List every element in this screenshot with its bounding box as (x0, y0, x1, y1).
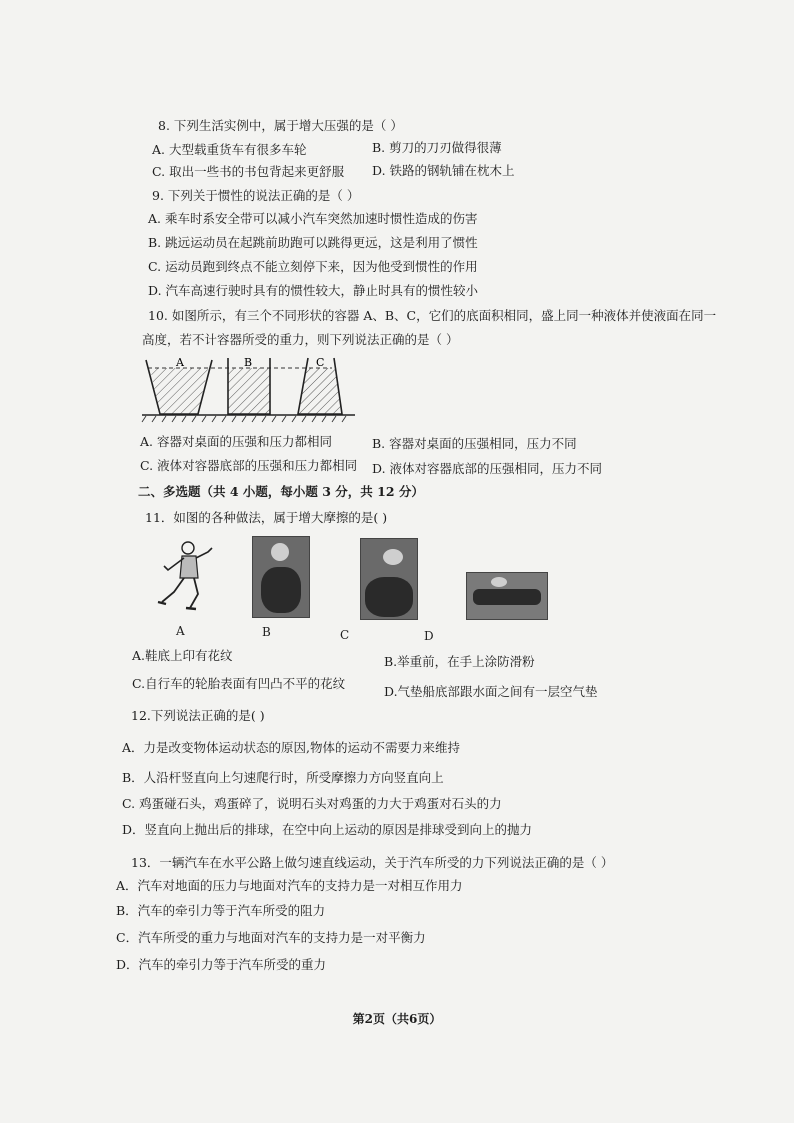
q12-option-a: A．力是改变物体运动状态的原因,物体的运动不需要力来维持 (122, 740, 461, 755)
q11-figure-b-photo (252, 536, 310, 618)
q8-stem: 8. 下列生活实例中，属于增大压强的是（ ） (158, 118, 403, 133)
q8-option-a: A. 大型载重货车有很多车轮 (152, 142, 307, 157)
q9-stem: 9. 下列关于惯性的说法正确的是（ ） (152, 188, 360, 203)
q8-option-b: B. 剪刀的刀刃做得很薄 (372, 140, 502, 155)
q12-stem: 12.下列说法正确的是( ) (131, 708, 265, 723)
q11-figure-c-photo (360, 538, 418, 620)
q8-option-d: D. 铁路的钢轨铺在枕木上 (372, 163, 515, 178)
q9-option-b: B. 跳远运动员在起跳前助跑可以跳得更远，这是利用了惯性 (148, 235, 478, 250)
q11-fig-label-b: B (262, 625, 271, 639)
q11-option-c: C.自行车的轮胎表面有凹凸不平的花纹 (132, 676, 346, 691)
q9-option-a: A. 乘车时系安全带可以减小汽车突然加速时惯性造成的伤害 (148, 211, 478, 226)
q10-option-a: A. 容器对桌面的压强和压力都相同 (140, 434, 332, 449)
q11-stem: 11．如图的各种做法，属于增大摩擦的是( ) (145, 510, 388, 525)
q12-option-b: B．人沿杆竖直向上匀速爬行时，所受摩擦力方向竖直向上 (122, 770, 444, 785)
q11-figure-a-runner (156, 540, 216, 612)
q13-option-b: B．汽车的牵引力等于汽车所受的阻力 (116, 903, 326, 918)
q11-option-a: A.鞋底上印有花纹 (132, 648, 233, 663)
section-2-heading: 二、多选题（共 4 小题，每小题 3 分，共 12 分） (138, 484, 424, 499)
q11-fig-label-d: D (424, 629, 434, 643)
q10-stem-line2: 高度，若不计容器所受的重力，则下列说法正确的是（ ） (142, 332, 459, 347)
q10-option-d: D. 液体对容器底部的压强相同，压力不同 (372, 461, 603, 476)
q13-stem: 13．一辆汽车在水平公路上做匀速直线运动，关于汽车所受的力下列说法正确的是（ ） (131, 855, 614, 870)
q10-fig-label-a: A (176, 356, 184, 369)
q12-option-d: D．竖直向上抛出后的排球，在空中向上运动的原因是排球受到向上的抛力 (122, 822, 533, 837)
q9-option-c: C. 运动员跑到终点不能立刻停下来，因为他受到惯性的作用 (148, 259, 478, 274)
q10-option-c: C. 液体对容器底部的压强和压力都相同 (140, 458, 358, 473)
q11-option-b: B.举重前，在手上涂防滑粉 (384, 654, 535, 669)
q10-option-b: B. 容器对桌面的压强相同，压力不同 (372, 436, 577, 451)
q13-option-c: C．汽车所受的重力与地面对汽车的支持力是一对平衡力 (116, 930, 426, 945)
page-footer: 第2页（共6页） (352, 1012, 442, 1026)
q11-fig-label-c: C (340, 628, 350, 642)
q8-option-c: C. 取出一些书的书包背起来更舒服 (152, 164, 345, 179)
q12-option-c: C. 鸡蛋碰石头，鸡蛋碎了，说明石头对鸡蛋的力大于鸡蛋对石头的力 (122, 796, 502, 811)
q13-option-a: A．汽车对地面的压力与地面对汽车的支持力是一对相互作用力 (116, 878, 463, 893)
q9-option-d: D. 汽车高速行驶时具有的惯性较大，静止时具有的惯性较小 (148, 283, 479, 298)
q11-figure-d-photo (466, 572, 548, 620)
q11-fig-label-a: A (176, 624, 185, 638)
q10-stem-line1: 10. 如图所示，有三个不同形状的容器 A、B、C，它们的底面积相同，盛上同一种液体并使液面在同一 (148, 308, 717, 323)
q13-option-d: D．汽车的牵引力等于汽车所受的重力 (116, 957, 327, 972)
q10-containers-figure (140, 352, 390, 424)
q10-fig-label-b: B (244, 356, 253, 369)
q10-fig-label-c: C (316, 356, 325, 369)
q11-option-d: D.气垫船底部跟水面之间有一层空气垫 (384, 684, 598, 699)
